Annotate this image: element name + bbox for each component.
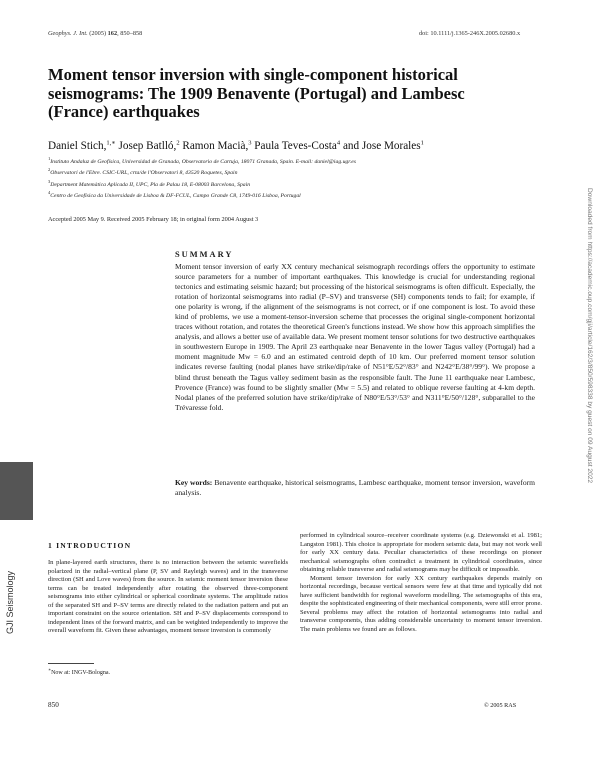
paragraph: Moment tensor inversion for early XX century earthquakes depends mainly on horizontal recordings, because vertical sensors were few at that time and typically did not have sufficient bandwidth for regional waveform modelling. The seismographs of this era, despite the sophisticated engineering of their mechanical components, were still error prone. Several problems may affect the rotation of horizontal seismograms into radial and transverse components, thus adding considerable uncertainty to moment tensor inversion. The main problems we found are as follows.: [300, 574, 542, 634]
keywords-text: Benavente earthquake, historical seismograms, Lambesc earthquake, moment tensor inversion, waveform analysis.: [175, 478, 535, 497]
abstract-text: Moment tensor inversion of early XX century mechanical seismograph recordings offers the opportunity to estimate source parameters for a number of important earthquakes. This knowledge is crucial for understanding regional tectonics and estimating seismic hazard; but processing of the historical seismograms is often difficult. Especially, the rotation of horizontal seismograms into radial (P–SV) and transverse (SH) components tends to fail; for example, if one polarity is wrong, if the alignment of the seismograms is not correct, or if one component is lost. To avoid these kind of problems, we use a moment-tensor-inversion scheme that processes the original single-component horizontal traces without rotation, and rotates the theoretical Green's functions instead. We show how this approach simplifies the analysis, and allows a better use of available data. We present moment tensor solutions for two destructive earthquakes in southwestern Europe in 1909. The April 23 earthquake near Benavente in the lower Tagus valley (Portugal) had a moment magnitude Mw = 6.0 and an estimated centroid depth of 10 km. Our preferred moment tensor solution indicates reverse faulting (nodal planes have strike/dip/rake of N51°E/52°/83° and N242°E/38°/99°). We propose a blind thrust beneath the Tagus valley sediment basin as the responsible fault. The June 11 earthquake near Lambesc, Provence (France) was found to be slightly smaller (Mw = 5.5) and related to oblique reverse faulting at 4-km depth. Nodal planes of the preferred solution have strike/dip/rake of N80°E/53°/53° and N311°E/50°/128°, subparallel to the Trévaresse fold.: [175, 262, 535, 412]
page-number: 850: [48, 701, 59, 709]
journal-volume: 162: [107, 30, 118, 37]
author-list: [48, 138, 568, 152]
author: Daniel Stich,$^{1,∗}$: [48, 139, 116, 152]
paragraph: performed in cylindrical source–receiver coordinate systems (e.g. Dziewonski et al. 1981; Langston 1981). This choice is appropriate for modern seismic data, but may not work well for early XX century data. Peculiar characteristics of these recordings on pioneer mechanical seismographs often contradict a treatment in cylindrical coordinates, since obtaining reliable transverse and radial seismograms may be difficult or impossible.: [300, 532, 542, 574]
author: Josep Batlló,$^2$: [115, 139, 180, 152]
paragraph: In plane-layered earth structures, there is no interaction between the seismic wavefields polarized in the radial–vertical plane (P, SV and Rayleigh waves) and in the transverse direction (SH and Love waves) from the source. In seismic moment tensor inversion these terms can be treated independently after rotating the observed three-component seismograms into either cylindrical or spherical coordinate systems. The amplitude ratios of the separated SH and P–SV terms are directly related to the radiation pattern and put an important constraint on the source orientation. SH and P–SV displacements correspond to independent lines of the forward matrix, and can be weighted independently to improve the overall waveform fit. Given these advantages, moment tensor inversion is commonly: [48, 559, 288, 635]
author: and Jose Morales$^1$: [340, 139, 424, 152]
journal-name: Geophys. J. Int.: [48, 30, 88, 37]
doi[interactable]: doi: 10.1111/j.1365-246X.2005.02680.x: [419, 30, 521, 37]
paper-title: Moment tensor inversion with single-component historical seismograms: The 1909 Benavente (Portugal) and Lambesc (France) earthquakes: [48, 65, 465, 121]
journal-pages: , 850–858: [117, 30, 143, 37]
abstract-heading: SUMMARY: [175, 250, 234, 259]
download-watermark: Downloaded from https://academic.oup.com/gji/article/162/3/850/598338 by guest on 09 August 2022: [586, 188, 593, 484]
abstract: [175, 250, 535, 413]
keywords-label: Key words:: [175, 478, 213, 487]
footnote: ∗Now at: INGV-Bologna.: [48, 667, 111, 676]
body-column-left: [48, 559, 288, 636]
author: Ramon Macià,$^3$: [179, 139, 252, 152]
submission-dates: Accepted 2005 May 9. Received 2005 February 18; in original form 2004 August 3: [48, 216, 259, 223]
affiliations: [48, 155, 558, 201]
affiliation: $^4$Centro de Geofísica da Universidade de Lisboa & DF-FCUL, Campo Grande C8, 1749-016 Lisboa, Portugal: [48, 190, 301, 200]
journal-section-label: GJI Seismology: [5, 570, 15, 634]
affiliation: $^3$Department Matemàtica Aplicada II, UPC, Pla de Palau 18, E-08003 Barcelona, Spain: [48, 178, 251, 188]
footnote-rule: [48, 663, 94, 664]
copyright: © 2005 RAS: [484, 702, 517, 709]
journal-citation: [48, 30, 142, 37]
affiliation: $^2$Observatori de l'Ebre. CSIC-URL, crta/de l'Observatori 8, 43520 Roquetes, Spain: [48, 167, 238, 177]
keywords: [175, 478, 535, 498]
section-heading-introduction: 1 INTRODUCTION: [48, 541, 132, 550]
author: Paula Teves-Costa$^4$: [251, 139, 341, 152]
section-tab: [0, 462, 33, 520]
affiliation: $^1$Instituto Andaluz de Geofísica, Universidad de Granada, Observatorio de Cartuja, 18071 Granada, Spain. E-mail: daniel@iag.ugr.es: [48, 156, 357, 165]
body-column-right: [300, 532, 542, 635]
journal-year: (2005): [87, 30, 108, 37]
